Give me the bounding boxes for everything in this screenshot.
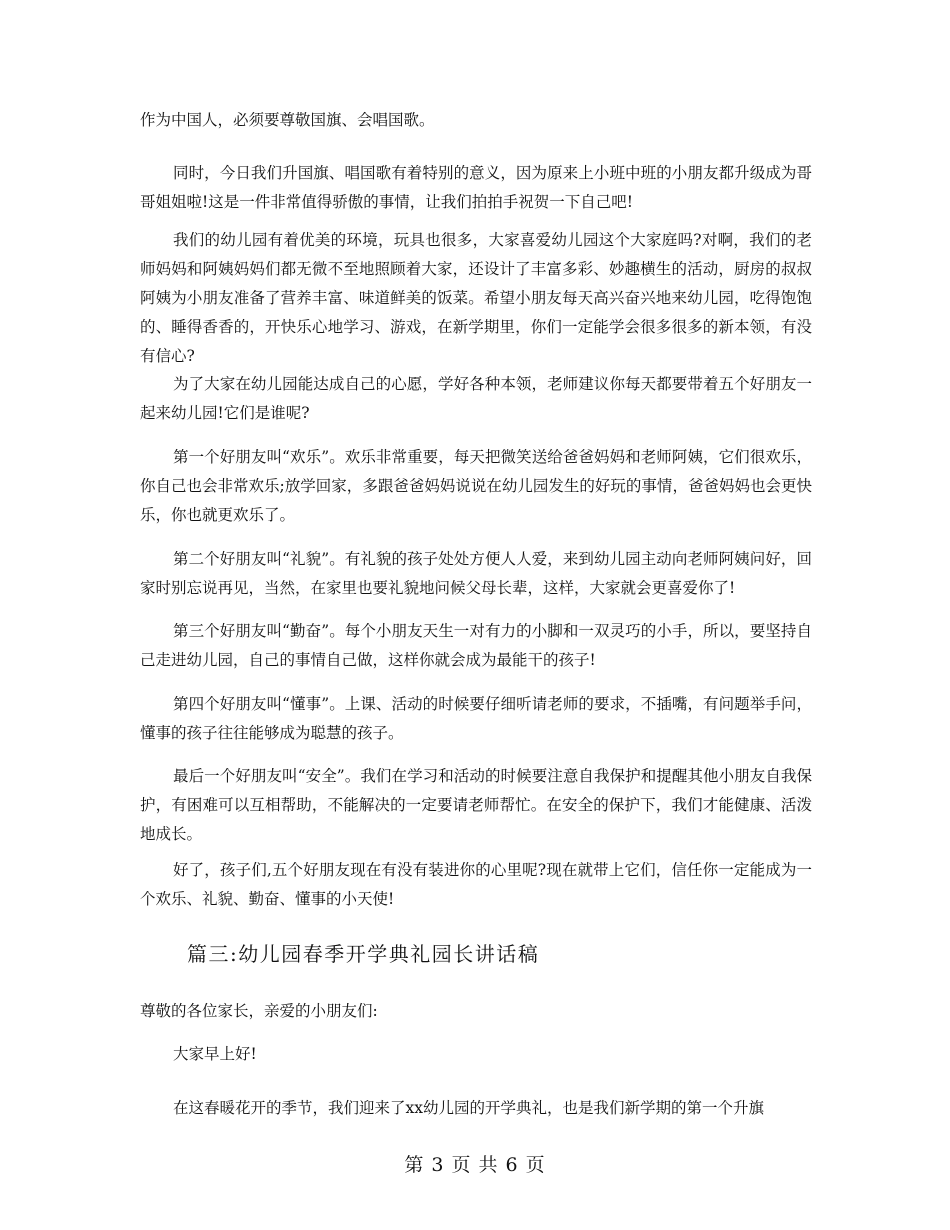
page-number: 第 3 页 共 6 页 bbox=[404, 1154, 546, 1176]
paragraph-9: 最后一个好朋友叫“安全”。我们在学习和活动的时候要注意自我保护和提醒其他小朋友自我保护，有困难可以互相帮助，不能解决的一定要请老师帮忙。在安全的保护下，我们才能健康、活泼地成长。 bbox=[140, 767, 812, 843]
paragraph-8: 第四个好朋友叫“懂事”。上课、活动的时候要仔细听请老师的要求，不插嘴，有问题举手问，懂事的孩子往往能够成为聪慧的孩子。 bbox=[140, 695, 812, 742]
paragraph-opening: 在这春暖花开的季节，我们迎来了xx幼儿园的开学典礼，也是我们新学期的第一个升旗 bbox=[173, 1099, 764, 1117]
paragraph-4: 为了大家在幼儿园能达成自己的心愿，学好各种本领，老师建议你每天都要带着五个好朋友一起来幼儿园!它们是谁呢? bbox=[140, 375, 812, 422]
paragraph-1: 作为中国人，必须要尊敬国旗、会唱国歌。 bbox=[140, 111, 435, 129]
paragraph-2: 同时，今日我们升国旗、唱国歌有着特别的意义，因为原来上小班中班的小朋友都升级成为哥哥姐姐啦!这是一件非常值得骄傲的事情，让我们拍拍手祝贺一下自己吧! bbox=[140, 164, 812, 211]
greeting: 大家早上好! bbox=[173, 1045, 257, 1063]
paragraph-5: 第一个好朋友叫“欢乐”。欢乐非常重要，每天把微笑送给爸爸妈妈和老师阿姨，它们很欢乐，你自己也会非常欢乐;放学回家，多跟爸爸妈妈说说在幼儿园发生的好玩的事情，爸爸妈妈也会更快乐，你也就更欢乐了。 bbox=[140, 448, 812, 524]
paragraph-3: 我们的幼儿园有着优美的环境，玩具也很多，大家喜爱幼儿园这个大家庭吗?对啊，我们的老师妈妈和阿姨妈妈们都无微不至地照顾着大家，还设计了丰富多彩、妙趣横生的活动，厨房的叔叔阿姨为小朋友准备了营养丰富、味道鲜美的饭菜。希望小朋友每天高兴奋兴地来幼儿园，吃得饱饱的、睡得香香的，开快乐心地学习、游戏，在新学期里，你们一定能学会很多很多的新本领，有没有信心? bbox=[140, 231, 812, 365]
section-heading: 篇三:幼儿园春季开学典礼园长讲话稿 bbox=[187, 942, 540, 966]
paragraph-6: 第二个好朋友叫“礼貌”。有礼貌的孩子处处方便人人爱，来到幼儿园主动向老师阿姨问好，回家时别忘说再见，当然，在家里也要礼貌地问候父母长辈，这样，大家就会更喜爱你了! bbox=[140, 550, 812, 597]
salutation: 尊敬的各位家长，亲爱的小朋友们: bbox=[140, 1002, 378, 1020]
paragraph-10: 好了，孩子们,五个好朋友现在有没有装进你的心里呢?现在就带上它们，信任你一定能成为一个欢乐、礼貌、勤奋、懂事的小天使! bbox=[140, 861, 812, 908]
paragraph-7: 第三个好朋友叫“勤奋”。每个小朋友天生一对有力的小脚和一双灵巧的小手，所以，要坚持自己走进幼儿园，自己的事情自己做，这样你就会成为最能干的孩子! bbox=[140, 622, 812, 669]
